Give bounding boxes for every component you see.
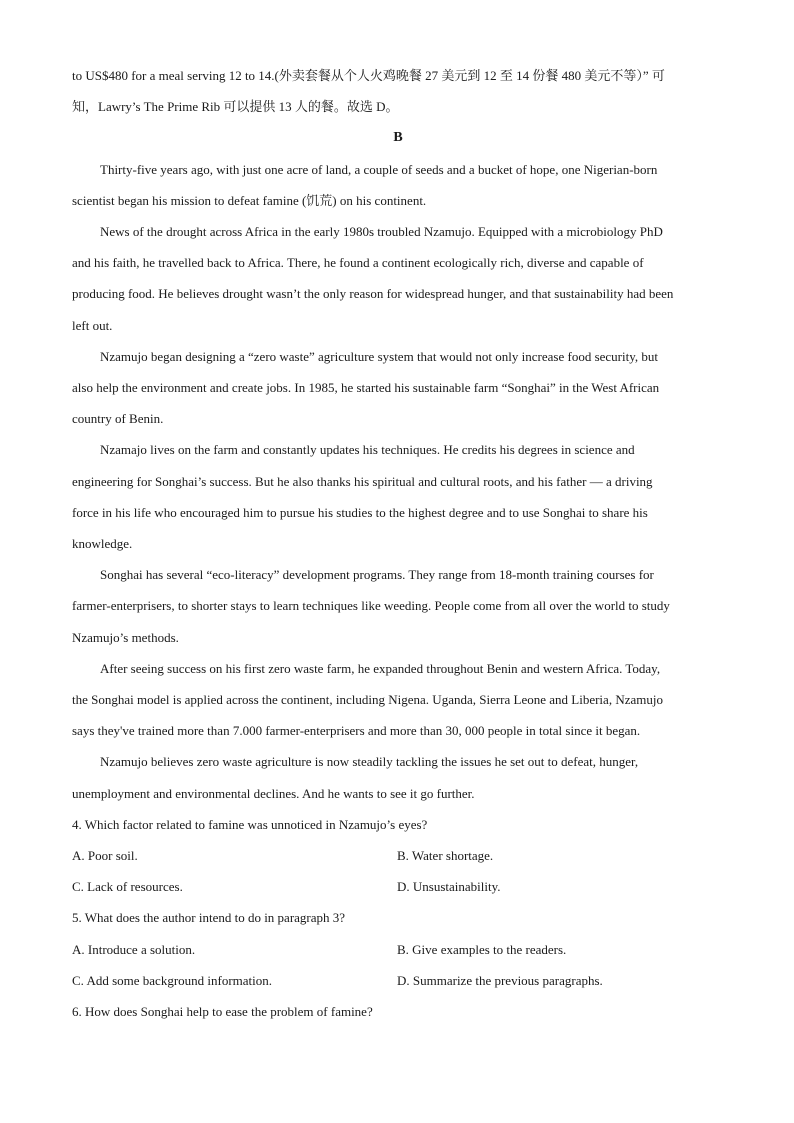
question-5 — [72, 902, 724, 996]
paragraph-line: Thirty-five years ago, with just one acre of land, a couple of seeds and a bucket of hope, one Nigerian-born — [100, 161, 658, 177]
question-stem: 6. How does Songhai help to ease the problem of famine? — [72, 1004, 373, 1020]
answer-explanation — [72, 60, 724, 122]
question-4 — [72, 809, 724, 903]
paragraph-line: country of Benin. — [72, 411, 164, 427]
paragraph-line: Songhai has several “eco-literacy” development programs. They range from 18-month training courses for — [100, 567, 654, 583]
paragraph-line: the Songhai model is applied across the continent, including Nigena. Uganda, Sierra Leone and Liberia, Nzamujo — [72, 692, 663, 708]
explanation-line: 知，Lawry’s The Prime Rib 可以提供 13 人的餐。故选 D。 — [72, 99, 399, 115]
paragraph-5 — [72, 559, 724, 653]
paragraph-line: News of the drought across Africa in the early 1980s troubled Nzamujo. Equipped with a microbiology PhD — [100, 224, 663, 240]
paragraph-3 — [72, 341, 724, 435]
paragraph-line: left out. — [72, 317, 113, 333]
question-list — [72, 809, 724, 1027]
paragraph-line: unemployment and environmental declines. And he wants to see it go further. — [72, 785, 475, 801]
paragraph-line: engineering for Songhai’s success. But he also thanks his spiritual and cultural roots, and his father — a driving — [72, 473, 653, 489]
paragraph-line: Nzamujo believes zero waste agriculture is now steadily tackling the issues he set out to defeat, hunger, — [100, 754, 639, 770]
options-row — [72, 840, 724, 871]
paragraph-line: force in his life who encouraged him to pursue his studies to the highest degree and to use Songhai to share his — [72, 504, 648, 520]
paragraph-line: Nzamujo’s methods. — [72, 629, 179, 645]
paragraph-1 — [72, 154, 724, 216]
option-a: A. Poor soil. — [72, 848, 138, 864]
paragraph-line: knowledge. — [72, 536, 133, 552]
paragraph-line: and his faith, he travelled back to Africa. There, he found a continent ecologically rich, diverse and capable of — [72, 255, 644, 271]
paragraph-4 — [72, 434, 724, 559]
paragraph-line: farmer-enterprisers, to shorter stays to learn techniques like weeding. People come from all over the world to study — [72, 598, 670, 614]
paragraph-line: Nzamajo lives on the farm and constantly updates his techniques. He credits his degrees in science and — [100, 442, 635, 458]
paragraph-line: After seeing success on his first zero waste farm, he expanded throughout Benin and western Africa. Today, — [100, 660, 661, 676]
options-row — [72, 871, 724, 902]
paragraph-line: also help the environment and create jobs. In 1985, he started his sustainable farm “Songhai” in the West African — [72, 380, 660, 396]
options-row — [72, 934, 724, 965]
question-stem: 4. Which factor related to famine was unnoticed in Nzamujo’s eyes? — [72, 816, 428, 832]
question-stem: 5. What does the author intend to do in paragraph 3? — [72, 910, 346, 926]
option-b: B. Give examples to the readers. — [397, 941, 567, 957]
option-c: C. Lack of resources. — [72, 879, 183, 895]
paragraph-line: Nzamujo began designing a “zero waste” agriculture system that would not only increase food security, but — [100, 348, 658, 364]
paragraph-2 — [72, 216, 724, 341]
paragraph-line: scientist began his mission to defeat famine (饥荒) on his continent. — [72, 192, 427, 208]
options-row — [72, 965, 724, 996]
paragraph-line: producing food. He believes drought wasn’t the only reason for widespread hunger, and that sustainability had been — [72, 286, 674, 302]
paragraph-line: says they've trained more than 7.000 farmer-enterprisers and more than 30, 000 people in total since it began. — [72, 723, 641, 739]
option-c: C. Add some background information. — [72, 972, 273, 988]
option-a: A. Introduce a solution. — [72, 941, 196, 957]
reading-passage — [72, 154, 724, 809]
explanation-line: to US$480 for a meal serving 12 to 14.(外卖套餐从个人火鸡晚餐 27 美元到 12 至 14 份餐 480 美元不等）” 可 — [72, 68, 665, 83]
question-6 — [72, 996, 724, 1027]
option-d: D. Unsustainability. — [397, 879, 501, 895]
document-page — [72, 60, 724, 1027]
option-b: B. Water shortage. — [397, 848, 494, 864]
option-d: D. Summarize the previous paragraphs. — [397, 972, 603, 988]
section-title: B — [393, 130, 403, 146]
paragraph-7 — [72, 746, 724, 808]
paragraph-6 — [72, 653, 724, 747]
